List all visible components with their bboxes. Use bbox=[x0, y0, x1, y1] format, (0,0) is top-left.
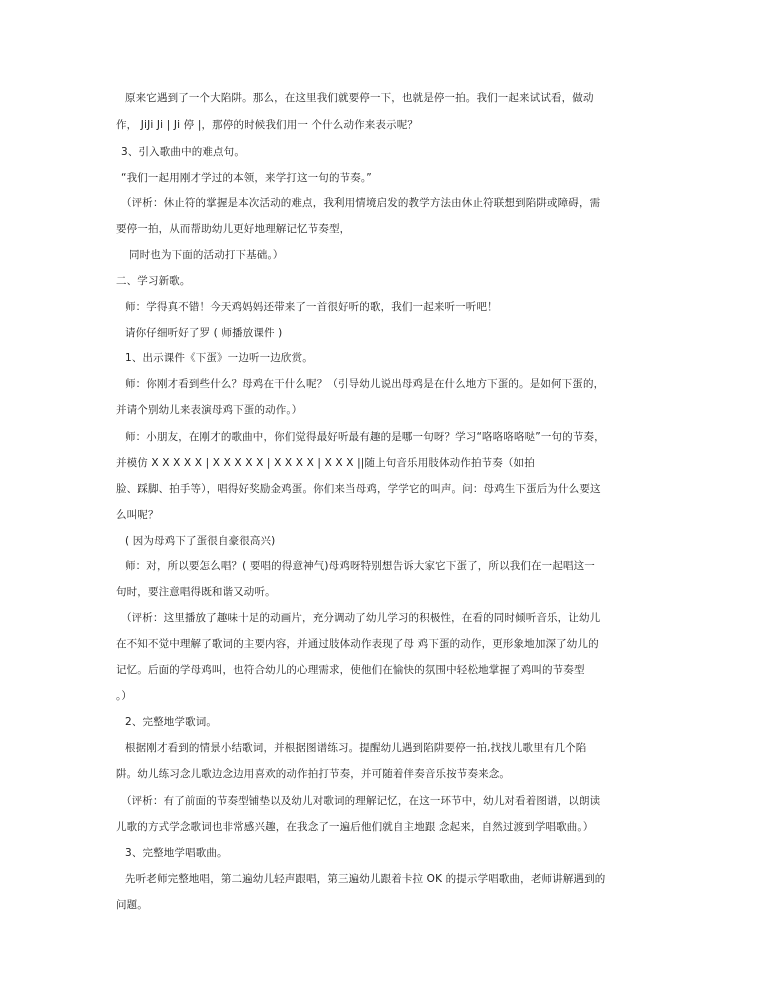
paragraph-line: 阱。幼儿练习念儿歌边念边用喜欢的动作拍打节奏，并可随着伴奏音乐按节奏来念。 bbox=[116, 768, 511, 780]
section-heading: 2、完整地学歌词。 bbox=[125, 716, 218, 728]
rhythm-notation-line: 并模仿 X X X X X | X X X X X | X X X X | X X X ||随上句音乐用肢体动作拍节奏（如拍 bbox=[116, 457, 535, 469]
commentary-line: 要停一拍，从而帮助幼儿更好地理解记忆节奏型， bbox=[116, 223, 351, 235]
paragraph-line: 句时，要注意唱得既和谐又动听。 bbox=[116, 586, 276, 598]
paragraph-line: 请你仔细听好了罗 ( 师播放课件 ) bbox=[125, 327, 283, 339]
paragraph-line: 师：学得真不错！今天鸡妈妈还带来了一首很好听的歌，我们一起来听一听吧！ bbox=[125, 301, 498, 313]
paragraph-line: 么叫呢？ bbox=[116, 509, 159, 521]
commentary-line: 同时也为下面的活动打下基础。） bbox=[129, 249, 284, 261]
section-heading: 二、学习新歌。 bbox=[116, 275, 191, 287]
section-heading: 3、完整地学唱歌曲。 bbox=[125, 847, 228, 859]
commentary-line: 。） bbox=[116, 690, 133, 702]
commentary-line: 记忆。后面的学母鸡叫，也符合幼儿的心理需求，使他们在愉快的氛围中轻松地掌握了鸡叫的节奏型 bbox=[116, 664, 585, 676]
section-heading: 3、引入歌曲中的难点句。 bbox=[121, 146, 245, 158]
paragraph-line: ( 因为母鸡下了蛋很自豪很高兴) bbox=[125, 535, 276, 547]
paragraph-line: 先听老师完整地唱，第二遍幼儿轻声跟唱，第三遍幼儿跟着卡拉 OK 的提示学唱歌曲，老师讲解遇到的 bbox=[125, 873, 606, 885]
section-heading: 1、出示课件《下蛋》一边听一边欣赏。 bbox=[125, 352, 313, 364]
paragraph-line: 师：对，所以要怎么唱？( 要唱的得意神气)母鸡呀特别想告诉大家它下蛋了，所以我们在一起唱这一 bbox=[125, 560, 595, 572]
commentary-line: （评析：这里播放了趣味十足的动画片，充分调动了幼儿学习的积极性，在看的同时倾听音乐，让幼儿 bbox=[121, 612, 601, 624]
paragraph-line: 原来它遇到了一个大陷阱。那么，在这里我们就要停一下，也就是停一拍。我们一起来试试看，做动 bbox=[125, 92, 594, 104]
paragraph-line: 根据刚才看到的情景小结歌词，并根据图谱练习。提醒幼儿遇到陷阱要停一拍,找找儿歌里有几个陷 bbox=[125, 742, 587, 754]
paragraph-line: 师：小朋友，在刚才的歌曲中，你们觉得最好听最有趣的是哪一句呀？学习“咯咯咯咯哒”一句的节奏， bbox=[125, 431, 605, 443]
commentary-line: 在不知不觉中理解了歌词的主要内容，并通过肢体动作表现了母 鸡下蛋的动作，更形象地加深了幼儿的 bbox=[116, 638, 599, 650]
paragraph-line: 问题。 bbox=[116, 899, 148, 911]
paragraph-line: 脸、踩脚、拍手等），唱得好奖励金鸡蛋。你们来当母鸡，学学它的叫声。问：母鸡生下蛋后为什么要这 bbox=[116, 483, 601, 495]
paragraph-line: 师：你刚才看到些什么？母鸡在干什么呢？（引导幼儿说出母鸡是在什么地方下蛋的。是如何下蛋的， bbox=[125, 378, 605, 390]
commentary-line: （评析：有了前面的节奏型铺垫以及幼儿对歌词的理解记忆，在这一环节中，幼儿对看着图谱，以朗读 bbox=[121, 795, 601, 807]
paragraph-line: 并请个别幼儿来表演母鸡下蛋的动作。） bbox=[116, 404, 303, 416]
paragraph-line: “我们一起用刚才学过的本领，来学打这一句的节奏。” bbox=[121, 172, 372, 184]
commentary-line: 儿歌的方式学念歌词也非常感兴趣，在我念了一遍后他们就自主地跟 念起来，自然过渡到学唱歌曲。） bbox=[116, 821, 594, 833]
paragraph-line: 作， JiJi Ji | Ji 停 |，那停的时候我们用一 个什么动作来表示呢？ bbox=[116, 119, 418, 131]
commentary-line: （评析：休止符的掌握是本次活动的难点，我利用情境启发的教学方法由休止符联想到陷阱或障碍，需 bbox=[121, 197, 601, 209]
